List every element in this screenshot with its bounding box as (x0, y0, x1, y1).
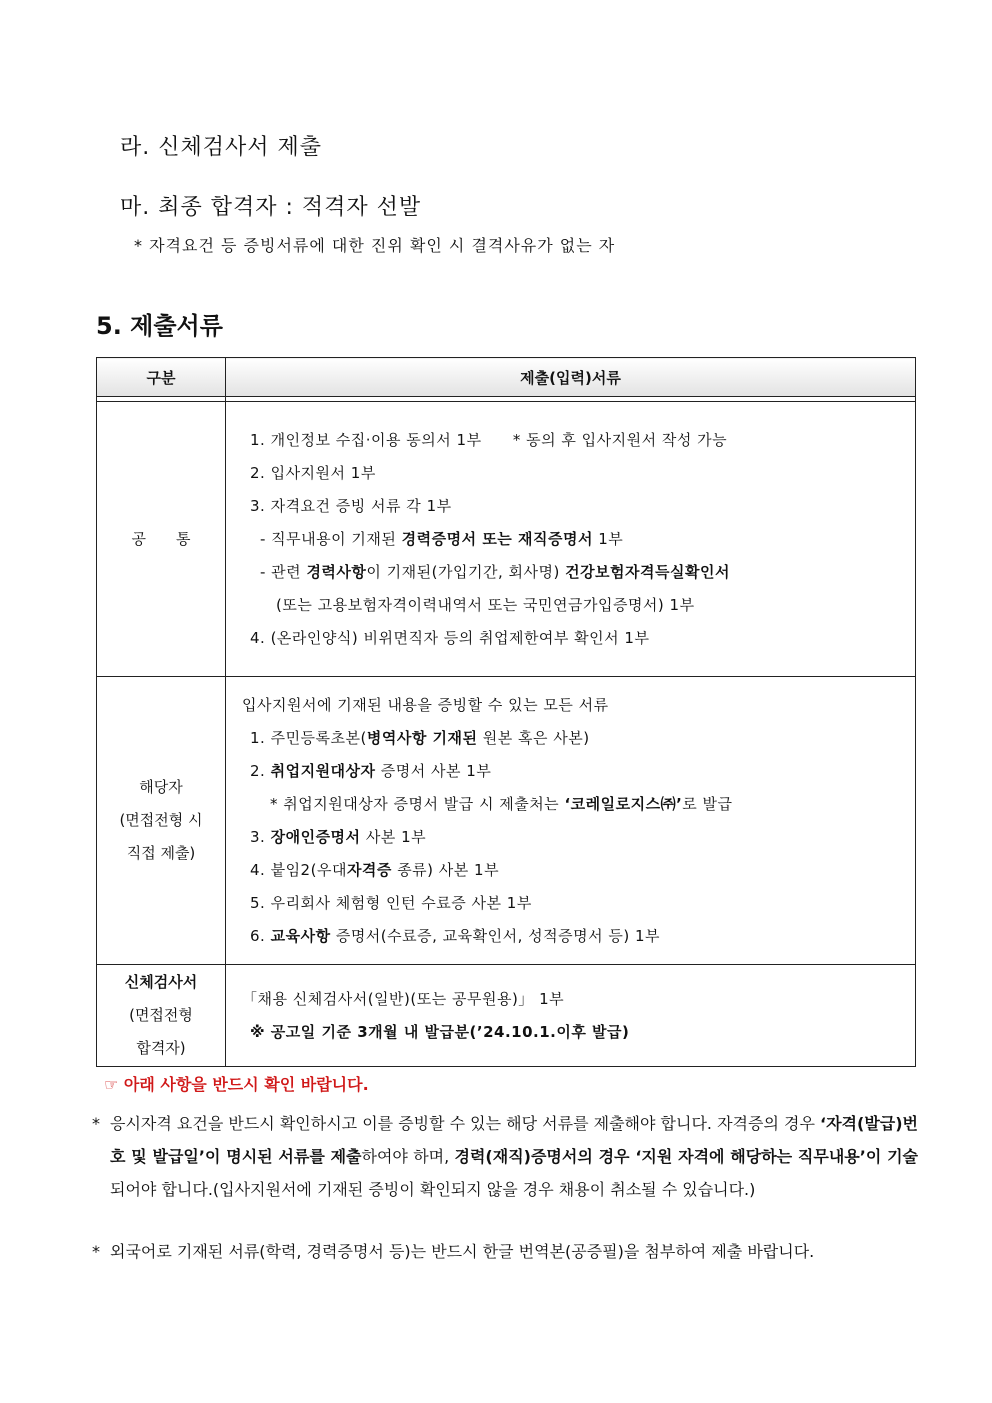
table-row-medical (97, 965, 916, 1067)
list-item: 6. 교육사항 증명서(수료증, 교육확인서, 성적증명서 등) 1부 (250, 926, 661, 945)
header-category: 구분 (97, 358, 226, 397)
list-item: * 취업지원대상자 증명서 발급 시 제출처는 ‘코레일로지스㈜’로 발급 (270, 794, 733, 813)
table-row-applicable (97, 677, 916, 965)
header-documents: 제출(입력)서류 (226, 358, 916, 397)
list-item: ※ 공고일 기준 3개월 내 발급분(’24.10.1.이후 발급) (250, 1022, 630, 1041)
list-item: 4. 붙임2(우대자격증 종류) 사본 1부 (250, 860, 500, 879)
list-item: 2. 취업지원대상자 증명서 사본 1부 (250, 761, 492, 780)
warning-text: ☞ 아래 사항을 반드시 확인 바랍니다. (104, 1075, 369, 1094)
list-item: - 직무내용이 기재된 경력증명서 또는 재직증명서 1부 (260, 529, 624, 548)
section-title: 5. 제출서류 (96, 312, 223, 340)
list-item: 1. 주민등록초본(병역사항 기재된 원본 혹은 사본) (250, 728, 590, 747)
list-item: 「채용 신체검사서(일반)(또는 공무원용)」 1부 (242, 989, 565, 1008)
list-item: 입사지원서에 기재된 내용을 증빙할 수 있는 모든 서류 (242, 695, 609, 714)
item-ma-note: * 자격요건 등 증빙서류에 대한 진위 확인 시 결격사유가 없는 자 (134, 236, 616, 255)
item-ma: 마. 최종 합격자 : 적격자 선발 (120, 195, 422, 220)
notice-paragraph-1: * 응시자격 요건을 반드시 확인하시고 이를 증빙할 수 있는 해당 서류를 제출해야 합니다. 자격증의 경우 ‘자격(발급)번호 및 발급일’이 명시된 서류를 제출하여야 하며, 경력(재직)증명서의 경우 ‘지원 자격에 해당하는 직무내용’이 기술되어야 합니다.(입사지원서에 기재된 증빙이 확인되지 않을 경우 채용이 취소될 수 있습니다.) (92, 1114, 918, 1199)
category-applicable: 해당자 (면접전형 시 직접 제출) (97, 677, 226, 965)
category-common: 공 통 (97, 402, 226, 677)
documents-medical (226, 965, 916, 1067)
table-header-row (97, 358, 916, 397)
item-ra: 라. 신체검사서 제출 (120, 135, 322, 160)
list-item: (또는 고용보험자격이력내역서 또는 국민연금가입증명서) 1부 (276, 595, 695, 614)
documents-table (96, 357, 916, 1067)
list-item: 3. 자격요건 증빙 서류 각 1부 (250, 496, 452, 515)
list-item: 2. 입사지원서 1부 (250, 463, 376, 482)
documents-applicable (226, 677, 916, 965)
category-medical: 신체검사서 (면접전형 합격자) (97, 965, 226, 1067)
list-item: 3. 장애인증명서 사본 1부 (250, 827, 427, 846)
documents-common (226, 402, 916, 677)
table-row-common (97, 402, 916, 677)
notice-paragraph-2: * 외국어로 기재된 서류(학력, 경력증명서 등)는 반드시 한글 번역본(공증필)을 첨부하여 제출 바랍니다. (92, 1242, 815, 1261)
list-item: 5. 우리회사 체험형 인턴 수료증 사본 1부 (250, 893, 532, 912)
list-item: 1. 개인정보 수집·이용 동의서 1부 * 동의 후 입사지원서 작성 가능 (250, 430, 728, 449)
list-item: - 관련 경력사항이 기재된(가입기간, 회사명) 건강보험자격득실확인서 (260, 562, 730, 581)
list-item: 4. (온라인양식) 비위면직자 등의 취업제한여부 확인서 1부 (250, 628, 650, 647)
